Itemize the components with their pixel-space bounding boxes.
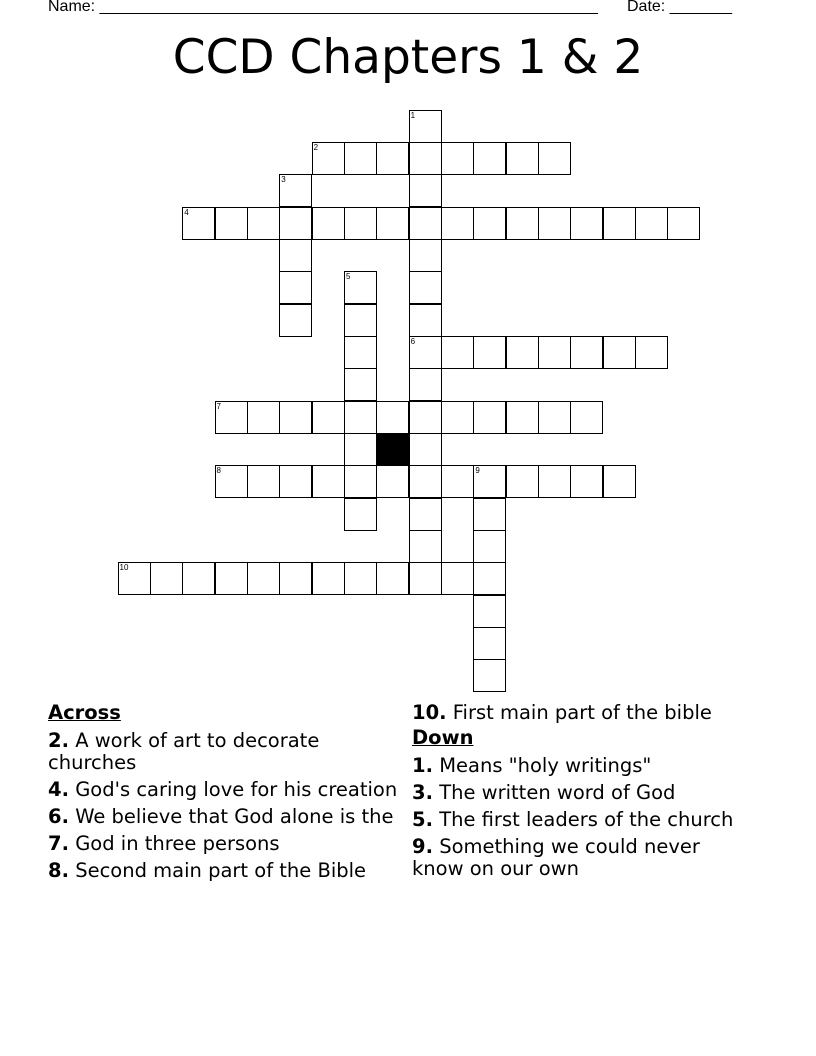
grid-cell[interactable] [570,336,603,369]
grid-cell[interactable] [344,562,377,595]
across-clue: 2. A work of art to decorate churches [48,729,320,774]
grid-cell[interactable] [441,401,474,434]
grid-cell[interactable] [570,465,603,498]
grid-cell[interactable] [344,401,377,434]
grid-cell[interactable] [473,627,506,660]
grid-cell[interactable] [506,401,539,434]
grid-cell[interactable] [473,562,506,595]
grid-cell[interactable] [473,465,506,498]
black-cell [376,433,409,466]
grid-cell[interactable] [441,207,474,240]
across-clue: 4. God's caring love for his creation [48,778,398,801]
clue-number: 5 [345,272,351,282]
grid-cell[interactable] [279,401,312,434]
grid-cell[interactable] [441,465,474,498]
grid-cell[interactable] [538,336,571,369]
grid-cell[interactable] [409,562,442,595]
grid-cell[interactable] [441,336,474,369]
grid-cell[interactable] [312,142,345,175]
clue-number: 4 [184,207,189,217]
grid-cell[interactable] [538,465,571,498]
grid-cell[interactable] [441,562,474,595]
grid-cell[interactable] [344,336,377,369]
grid-cell[interactable] [215,207,248,240]
grid-cell[interactable] [344,207,377,240]
grid-cell[interactable] [667,207,700,240]
clue-number: 2 [313,142,319,152]
grid-cell[interactable] [409,174,442,207]
grid-cell[interactable] [376,401,409,434]
date-line[interactable]: _______ [669,0,732,15]
grid-cell[interactable] [409,304,442,337]
grid-cell[interactable] [376,562,409,595]
grid-cell[interactable] [247,562,280,595]
grid-cell[interactable] [182,562,215,595]
grid-cell[interactable] [312,465,345,498]
grid-cell[interactable] [635,336,668,369]
grid-cell[interactable] [570,401,603,434]
grid-cell[interactable] [409,336,442,369]
grid-cell[interactable] [215,562,248,595]
grid-cell[interactable] [473,336,506,369]
grid-cell[interactable] [409,433,442,466]
grid-cell[interactable] [506,207,539,240]
clue-number: 9 [475,466,480,476]
grid-cell[interactable] [312,207,345,240]
grid-cell[interactable] [506,336,539,369]
grid-cell[interactable] [409,498,442,531]
clue-number: 7 [216,401,221,411]
grid-cell[interactable] [376,465,409,498]
grid-cell[interactable] [409,239,442,272]
clue-number: 1 [410,110,416,120]
clue-number: 8 [216,466,221,476]
date-label-text: Date: [627,0,666,15]
grid-cell[interactable] [409,368,442,401]
across-clue: 10. First main part of the bible [412,701,712,724]
grid-cell[interactable] [376,142,409,175]
grid-cell[interactable] [506,465,539,498]
across-clue: 8. Second main part of the Bible [48,859,367,882]
grid-cell[interactable] [473,498,506,531]
clue-number: 6 [410,336,416,346]
grid-cell[interactable] [279,271,312,304]
grid-cell[interactable] [215,401,248,434]
grid-cell[interactable] [538,401,571,434]
grid-cell[interactable] [409,530,442,563]
grid-cell[interactable] [150,562,183,595]
grid-cell[interactable] [279,465,312,498]
grid-cell[interactable] [409,207,442,240]
grid-cell[interactable] [409,401,442,434]
name-line[interactable]: ________________________________________________________ [99,0,598,15]
grid-cell[interactable] [344,271,377,304]
grid-cell[interactable] [473,530,506,563]
clues-column-left [48,702,398,887]
page-title: CCD Chapters 1 & 2 [172,30,644,85]
grid-cell[interactable] [312,562,345,595]
grid-cell[interactable] [603,465,636,498]
grid-cell[interactable] [635,207,668,240]
clue-number: 10 [119,563,129,573]
name-label-text: Name: [48,0,96,15]
grid-cell[interactable] [409,271,442,304]
grid-cell[interactable] [376,207,409,240]
grid-cell[interactable] [473,595,506,628]
down-clue: 3. The written word of God [412,781,676,804]
grid-cell[interactable] [247,207,280,240]
down-clue: 1. Means "holy writings" [412,754,652,777]
grid-cell[interactable] [473,207,506,240]
grid-cell[interactable] [473,142,506,175]
down-heading: Down [412,726,474,749]
down-clue: 5. The first leaders of the church [412,808,734,831]
grid-cell[interactable] [409,110,442,143]
grid-cell[interactable] [279,562,312,595]
grid-cell[interactable] [473,401,506,434]
grid-cell[interactable] [344,142,377,175]
grid-cell[interactable] [182,207,215,240]
grid-cell[interactable] [344,465,377,498]
grid-cell[interactable] [279,304,312,337]
grid-cell[interactable] [312,401,345,434]
across-heading: Across [48,701,121,724]
grid-cell[interactable] [247,401,280,434]
grid-cell[interactable] [538,142,571,175]
grid-cell[interactable] [570,207,603,240]
grid-cell[interactable] [603,207,636,240]
grid-cell[interactable] [344,433,377,466]
grid-cell[interactable] [344,498,377,531]
grid-cell[interactable] [409,465,442,498]
grid-cell[interactable] [441,142,474,175]
grid-cell[interactable] [344,368,377,401]
grid-cell[interactable] [247,465,280,498]
grid-cell[interactable] [344,304,377,337]
across-clue: 7. God in three persons [48,832,280,855]
grid-cell[interactable] [538,207,571,240]
clue-number: 3 [281,175,286,185]
grid-cell[interactable] [118,562,151,595]
across-clue: 6. We believe that God alone is the [48,805,394,828]
grid-cell[interactable] [473,659,506,692]
grid-cell[interactable] [279,207,312,240]
grid-cell[interactable] [506,142,539,175]
grid-cell[interactable] [603,336,636,369]
grid-cell[interactable] [215,465,248,498]
grid-cell[interactable] [279,174,312,207]
grid-cell[interactable] [409,142,442,175]
clues-column-right [412,702,752,885]
down-clue: 9. Something we could never know on our own [412,835,700,880]
grid-cell[interactable] [279,239,312,272]
